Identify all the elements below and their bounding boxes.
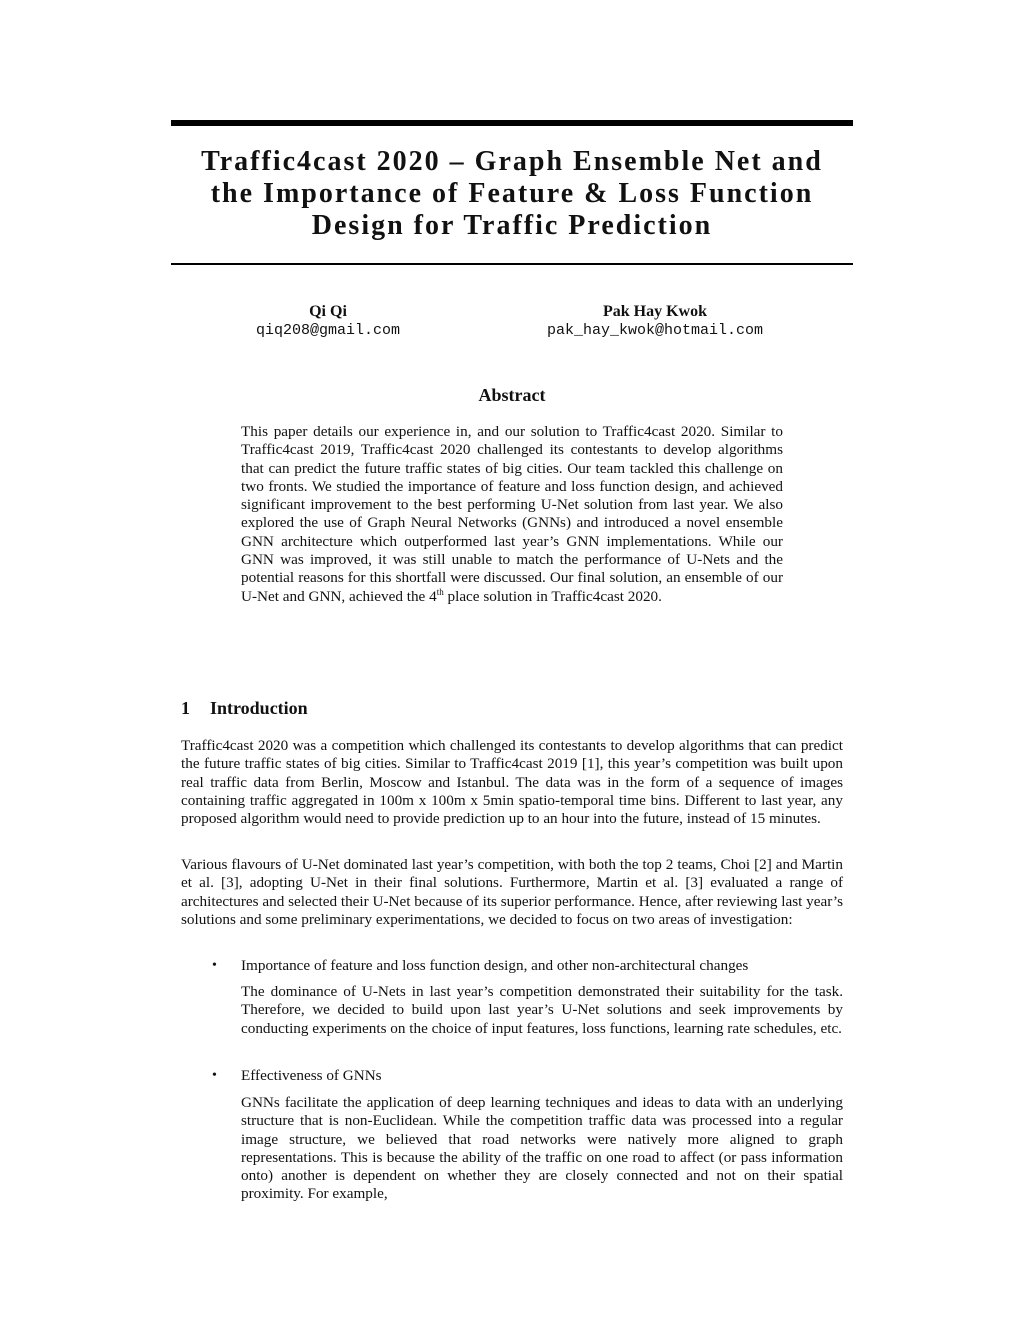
title-line-2: the Importance of Feature & Loss Function [210,178,814,209]
author-block-2 [520,303,790,341]
bullet-paragraph: The dominance of U-Nets in last year’s competition demonstrated their suitability for the task. Therefore, we decided to build upon last year’s U-Net solutions and seek improvements by conducting experiments on the choice of input features, loss functions, learning rate schedules, etc. [241,983,843,1037]
title-bottom-rule [171,263,853,265]
author-block-1 [220,303,436,341]
title-line-1: Traffic4cast 2020 – Graph Ensemble Net and [201,146,823,177]
section-number: 1 [181,698,190,718]
abstract-text [241,423,783,606]
author-email[interactable]: qiq208@gmail.com [255,322,401,339]
abstract-text-end: place solution in Traffic4cast 2020. [443,587,662,605]
intro-paragraph-1: Traffic4cast 2020 was a competition which challenged its contestants to develop algorithms that can predict the future traffic states of big cities. Similar to Traffic4cast 2019 [1], this year’s competition was built upon real traffic data from Berlin, Moscow and Istanbul. The data was in the form of a sequence of images containing traffic aggregated in 100m x 100m x 5min spatio-temporal time bins. Different to last year, any proposed algorithm would need to provide prediction up to an hour into the future, instead of 15 minutes. [181,737,843,828]
author-name: Pak Hay Kwok [602,303,707,320]
section-heading-introduction [181,698,308,719]
paper-title [171,146,853,242]
title-line-3: Design for Traffic Prediction [311,210,713,241]
author-name: Qi Qi [309,303,347,320]
author-email[interactable]: pak_hay_kwok@hotmail.com [546,322,764,339]
abstract-heading: Abstract [478,385,546,405]
bullet-paragraph: GNNs facilitate the application of deep learning techniques and ideas to data with an underlying structure that is non-Euclidean. While the competition traffic data was processed into a regular image structure, we believed that road networks were natively more aligned to graph representations. This is because the ability of the traffic on one road to affect (or pass information onto) another is dependent on whether they are closely connected and not on their spatial proximity. For example, [241,1094,843,1203]
title-top-rule [171,120,853,126]
section-title: Introduction [210,698,308,718]
bullet-dot-icon: • [212,958,217,973]
abstract-text-main: This paper details our experience in, and our solution to Traffic4cast 2020. Similar to Traffic4cast 2019, Traffic4cast 2020 challenged its contestants to develop algorithms that can predict the future traffic states of big cities. Our team tackled this challenge on two fronts. We studied the importance of feature and loss function design, and achieved significant improvement to the best performing U-Net solution from last year. We also explored the use of Graph Neural Networks (GNNs) and introduced a novel ensemble GNN architecture which outperformed last year’s GNN implementations. While our GNN was improved, it was still unable to match the performance of U-Nets and the potential reasons for this shortfall were discussed. Our final solution, an ensemble of our U-Net and GNN, achieved the 4 [241,423,783,605]
bullet-label: Effectiveness of GNNs [241,1067,382,1084]
bullet-dot-icon: • [212,1068,217,1083]
abstract-superscript: th [436,586,444,597]
intro-paragraph-2: Various flavours of U-Net dominated last year’s competition, with both the top 2 teams, Choi [2] and Martin et al. [3], adopting U-Net in their final solutions. Furthermore, Martin et al. [3] evaluated a range of architectures and selected their U-Net because of its superior performance. Hence, after reviewing last year’s solutions and some preliminary experimentations, we decided to focus on two areas of investigation: [181,856,843,928]
bullet-label: Importance of feature and loss function design, and other non-architectural changes [241,957,749,974]
